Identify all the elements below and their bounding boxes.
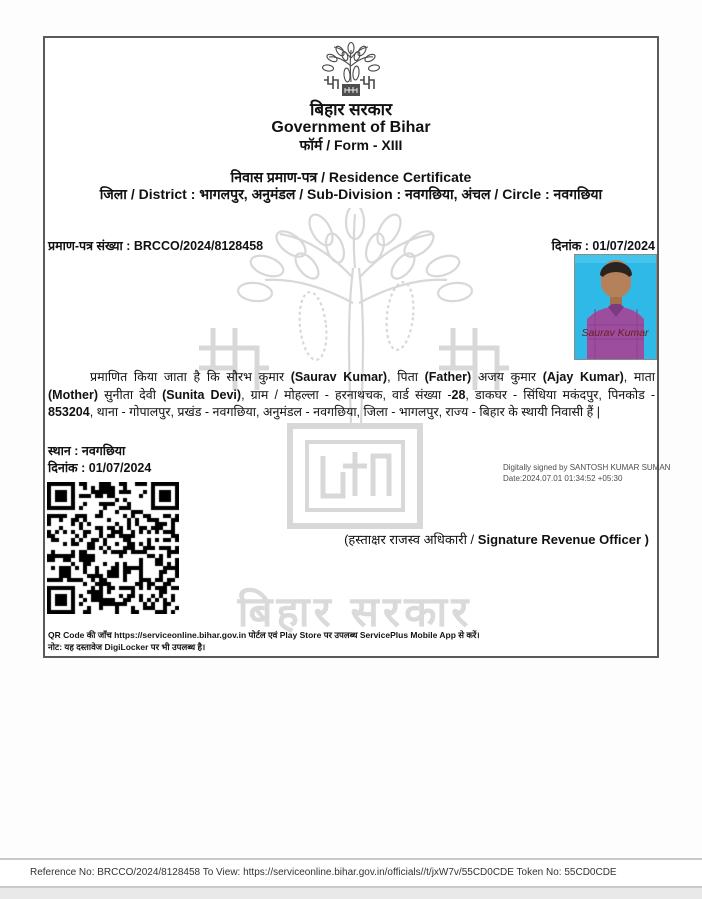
district-line: जिला / District : भागलपुर, अनुमंडल / Sub-Division : नवगछिया, अंचल / Circle : नवगछिया: [99, 186, 603, 202]
issue-place: स्थान : नवगछिया: [48, 444, 126, 458]
certificate-number: प्रमाण-पत्र संख्या : BRCCO/2024/8128458: [48, 239, 264, 253]
certificate-body-text: प्रमाणित किया जाता है कि सौरभ कुमार (Saurav Kumar), पिता (Father) अजय कुमार (Ajay Kumar), माता (Mother) सुनीता देवी (Sunita Devi), ग्राम / मोहल्ला - हरनाथचक, वार्ड संख्या -28, डाकघर - सिंधिया मकंदपुर, पिनकोड - 853204, थाना - गोपालपुर, प्रखंड - नवगछिया, अनुमंडल - नवगछिया, जिला - भागलपुर, राज्य - बिहार के स्थायी निवासी हैं |: [48, 370, 656, 419]
issue-date: दिनांक : 01/07/2024: [48, 461, 152, 475]
org-name-hindi: बिहार सरकार: [309, 100, 393, 119]
svg-text:Saurav Kumar: Saurav Kumar: [581, 327, 649, 339]
qr-verification-note: [48, 630, 480, 653]
applicant-photo-image: [575, 255, 656, 359]
officer-signature-caption: (हस्ताक्षर राजस्व अधिकारी / Signature Revenue Officer ): [344, 532, 649, 547]
form-number: फॉर्म / Form - XIII: [299, 137, 403, 153]
bihar-emblem-icon: [320, 42, 382, 100]
digital-signature-date: Date:2024.07.01 01:34:52 +05:30: [503, 474, 623, 483]
qr-note-line1: QR Code की जाँच https://serviceonline.bihar.gov.in पोर्टल एवं Play Store पर उपलब्ध ServicePlus Mobile App से करें।: [48, 630, 480, 640]
document-title: निवास प्रमाण-पत्र / Residence Certificate: [230, 169, 472, 185]
certificate-meta-row: [48, 237, 655, 254]
bihar-govt-watermark: [195, 208, 515, 638]
watermark-text: बिहार सरकार: [237, 588, 473, 635]
certificate-date: दिनांक : 01/07/2024: [551, 239, 655, 253]
certificate-header: [45, 38, 657, 203]
digital-signature: [503, 462, 702, 484]
page-bottom-strip: [0, 888, 702, 899]
issue-block: [48, 443, 151, 477]
footer-reference-text: Reference No: BRCCO/2024/8128458 To View: https://serviceonline.bihar.gov.in/officials//t/jxW7v/55CD0CDE Token No: 55CD0CDE: [30, 867, 617, 878]
applicant-photo: [574, 254, 657, 360]
footer-reference-bar: [0, 858, 702, 888]
digital-signature-signer: Digitally signed by SANTOSH KUMAR SUMAN: [503, 463, 671, 472]
qr-note-line2: नोट: यह दस्तावेज DigiLocker पर भी उपलब्ध है।: [48, 641, 206, 652]
residence-certificate: [43, 36, 671, 658]
org-name-english: Government of Bihar: [271, 119, 431, 136]
qr-code: [47, 482, 179, 614]
